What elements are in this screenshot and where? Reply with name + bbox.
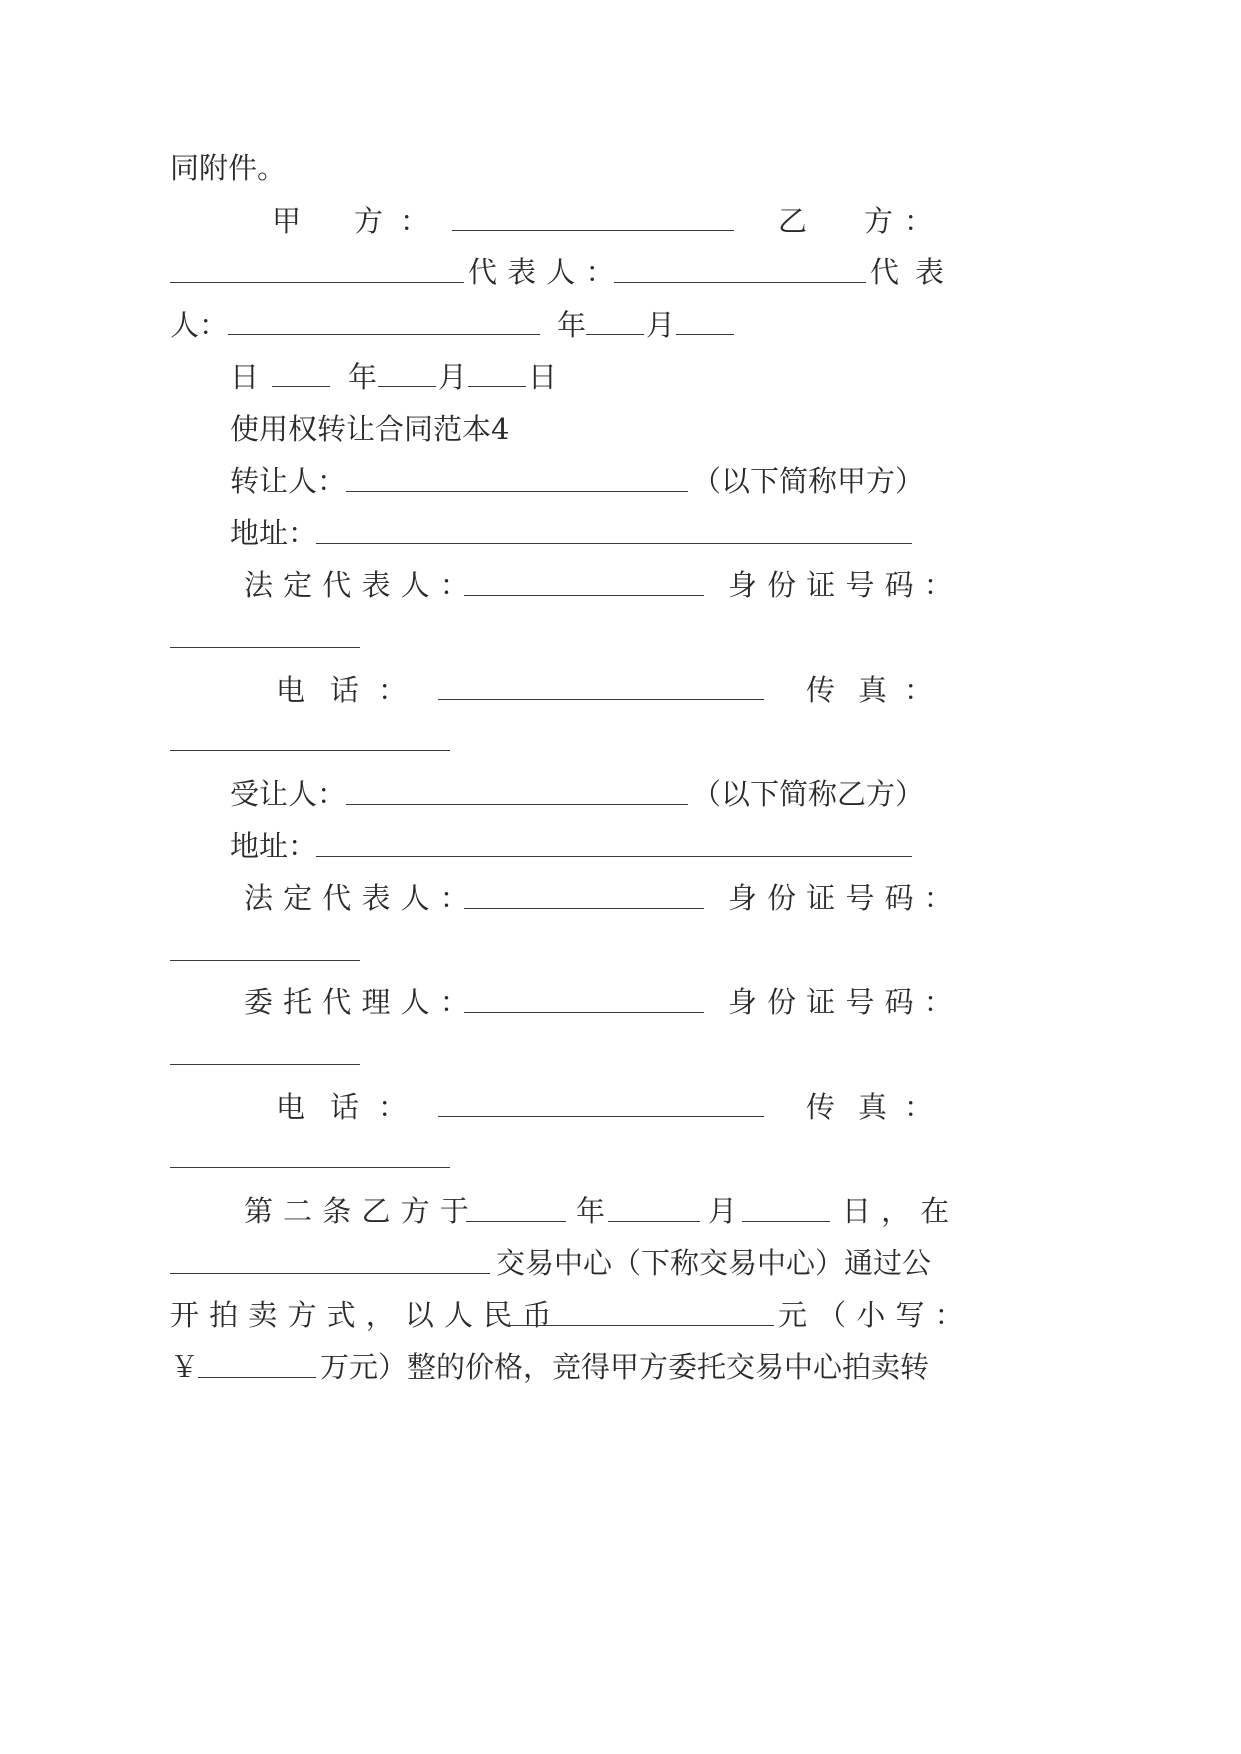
address-blank[interactable] [316, 543, 912, 544]
party-a-label-2: 方 [354, 204, 384, 238]
address-label: 地址： [230, 829, 318, 863]
year-blank[interactable] [586, 334, 644, 335]
transferee-label: 受让人： [230, 777, 347, 811]
address-blank[interactable] [316, 856, 912, 857]
year-blank[interactable] [272, 386, 330, 387]
colon: ： [904, 673, 934, 707]
text: 同附件。 [170, 151, 287, 185]
phone-label-1: 电 [276, 673, 306, 707]
month-blank[interactable] [676, 334, 734, 335]
representative-a-blank[interactable] [614, 282, 866, 283]
colon: ： [378, 1090, 408, 1124]
phone-label-2: 话 [330, 1090, 360, 1124]
month-blank[interactable] [378, 386, 436, 387]
representative-label: 代表人： [468, 255, 625, 289]
month-label: 月 [646, 308, 676, 342]
auction-text: 开拍卖方式，以人民币 [170, 1298, 562, 1332]
id-number-label: 身份证号码： [728, 985, 963, 1019]
month-blank[interactable] [608, 1221, 700, 1222]
legal-rep-blank[interactable] [464, 595, 704, 596]
trading-center-text: 交易中心（下称交易中心）通过公 [496, 1246, 932, 1280]
year-label: 年 [576, 1194, 606, 1228]
fax-blank[interactable] [170, 1167, 450, 1168]
transferee-blank[interactable] [346, 804, 688, 805]
year-label: 年 [557, 308, 587, 342]
day-label: 日 [230, 360, 260, 394]
price-unit-text: 元（小写： [778, 1298, 974, 1332]
yuan-symbol: ￥ [170, 1350, 200, 1384]
phone-label-1: 电 [276, 1090, 306, 1124]
legal-rep-label: 法定代表人： [244, 568, 479, 602]
transferor-label: 转让人： [230, 464, 347, 498]
year-blank[interactable] [466, 1221, 566, 1222]
id-number-label: 身份证号码： [728, 881, 963, 915]
transferor-note: （以下简称甲方） [692, 464, 925, 498]
trading-center-blank[interactable] [170, 1273, 490, 1274]
id-number-label: 身份证号码： [728, 568, 963, 602]
fax-blank[interactable] [170, 750, 450, 751]
address-label: 地址： [230, 516, 318, 550]
colon: ： [400, 204, 430, 238]
price-end-text: 万元）整的价格，竞得甲方委托交易中心拍卖转 [320, 1350, 930, 1384]
party-b-label-1: 乙 [778, 204, 808, 238]
agent-label: 委托代理人： [244, 985, 479, 1019]
price-number-blank[interactable] [198, 1377, 316, 1378]
phone-blank[interactable] [438, 699, 764, 700]
transferor-blank[interactable] [346, 491, 688, 492]
day-label: 日 [528, 360, 558, 394]
party-b-blank[interactable] [170, 282, 464, 283]
colon: ： [904, 204, 934, 238]
legal-rep-blank[interactable] [464, 908, 704, 909]
representative-label-part: 代表 [870, 255, 960, 289]
price-blank[interactable] [506, 1325, 774, 1326]
phone-blank[interactable] [438, 1116, 764, 1117]
day-blank[interactable] [742, 1221, 830, 1222]
party-a-blank[interactable] [452, 230, 734, 231]
section-title: 使用权转让合同范本4 [230, 412, 510, 446]
day-and-at: 日，在 [842, 1194, 960, 1228]
representative-b-blank[interactable] [228, 334, 540, 335]
colon: ： [378, 673, 408, 707]
agent-blank[interactable] [464, 1012, 704, 1013]
id-number-blank[interactable] [170, 1064, 360, 1065]
colon: ： [904, 1090, 934, 1124]
party-b-label-2: 方 [864, 204, 894, 238]
phone-label-2: 话 [330, 673, 360, 707]
legal-rep-label: 法定代表人： [244, 881, 479, 915]
party-a-label-1: 甲 [272, 204, 302, 238]
month-label: 月 [438, 360, 468, 394]
representative-label-rest: 人： [170, 308, 229, 342]
fax-label-2: 真 [858, 673, 888, 707]
article-2-start: 第二条乙方于 [244, 1194, 479, 1228]
fax-label-2: 真 [858, 1090, 888, 1124]
year-label: 年 [348, 360, 378, 394]
month-label: 月 [708, 1194, 738, 1228]
day-blank[interactable] [468, 386, 526, 387]
id-number-blank[interactable] [170, 960, 360, 961]
id-number-blank[interactable] [170, 647, 360, 648]
transferee-note: （以下简称乙方） [692, 777, 925, 811]
fax-label-1: 传 [806, 1090, 836, 1124]
fax-label-1: 传 [806, 673, 836, 707]
